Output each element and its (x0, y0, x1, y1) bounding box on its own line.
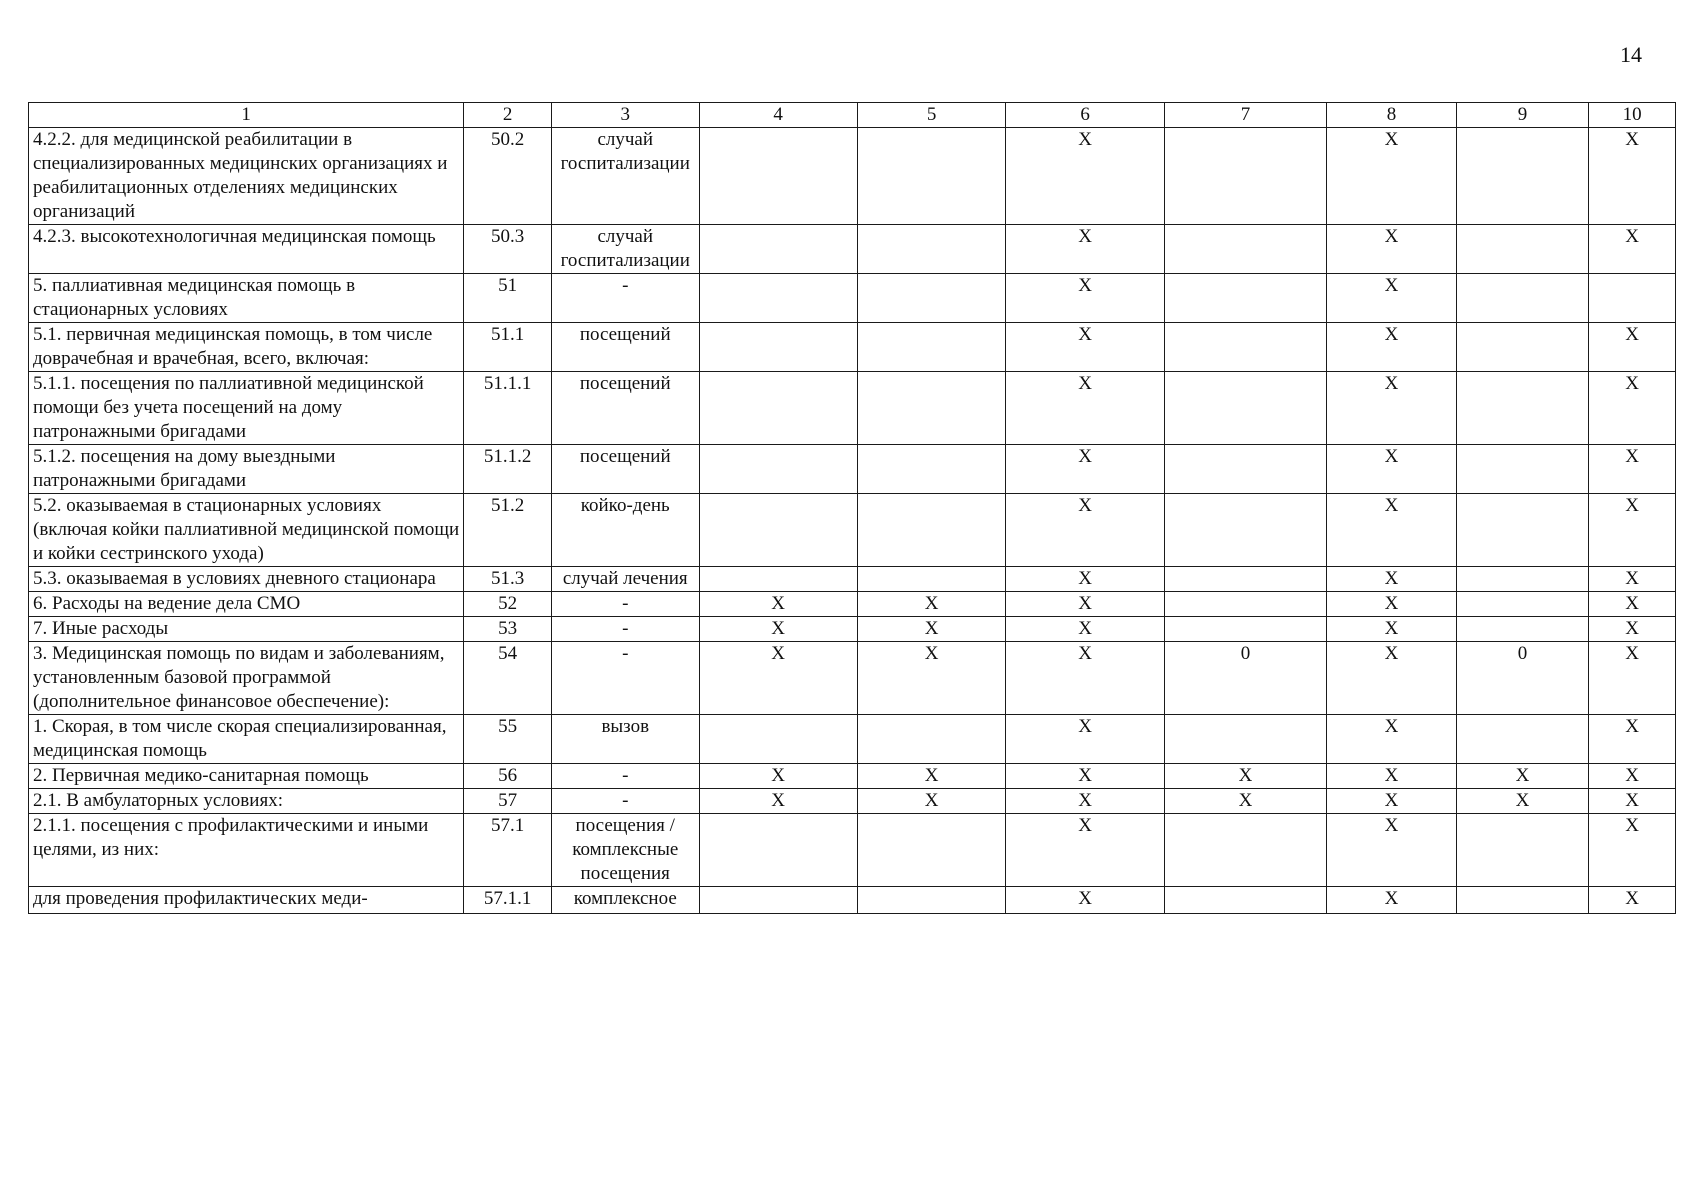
row-col4-cell (699, 887, 857, 914)
row-unit-cell: - (551, 617, 699, 642)
row-col7-cell (1164, 323, 1327, 372)
row-col8-cell: Х (1327, 592, 1456, 617)
row-col5-cell: Х (857, 592, 1006, 617)
row-col4-cell (699, 225, 857, 274)
row-code-cell: 50.2 (464, 128, 552, 225)
row-col5-cell (857, 814, 1006, 887)
row-col9-cell (1456, 128, 1589, 225)
row-code-cell: 56 (464, 764, 552, 789)
row-col8-cell: Х (1327, 128, 1456, 225)
row-col6-cell: Х (1006, 887, 1164, 914)
row-unit-cell: комплексное (551, 887, 699, 914)
col-header-9: 9 (1456, 103, 1589, 128)
row-col7-cell (1164, 445, 1327, 494)
col-header-10: 10 (1589, 103, 1676, 128)
row-name-cell: 2. Первичная медико-санитарная помощь (29, 764, 464, 789)
row-col7-cell (1164, 715, 1327, 764)
row-col7-cell (1164, 494, 1327, 567)
row-name-cell: для проведения профилактических меди- (29, 887, 464, 914)
row-col7-cell (1164, 128, 1327, 225)
row-col9-cell (1456, 567, 1589, 592)
row-unit-cell: случай лечения (551, 567, 699, 592)
table-row (29, 494, 1676, 567)
row-col6-cell: Х (1006, 764, 1164, 789)
row-code-cell: 50.3 (464, 225, 552, 274)
row-col7-cell (1164, 592, 1327, 617)
table-row (29, 372, 1676, 445)
row-col6-cell: Х (1006, 494, 1164, 567)
row-code-cell: 51.3 (464, 567, 552, 592)
row-name-cell: 5.2. оказываемая в стационарных условиях (включая койки паллиативной медицинской помощи и койки сестринского ухода) (29, 494, 464, 567)
row-code-cell: 57 (464, 789, 552, 814)
row-col5-cell (857, 323, 1006, 372)
table-row (29, 764, 1676, 789)
row-col8-cell: Х (1327, 567, 1456, 592)
row-col7-cell (1164, 617, 1327, 642)
row-col5-cell (857, 715, 1006, 764)
table-row (29, 225, 1676, 274)
row-col8-cell: Х (1327, 814, 1456, 887)
row-col6-cell: Х (1006, 372, 1164, 445)
row-col6-cell: Х (1006, 323, 1164, 372)
row-col5-cell (857, 445, 1006, 494)
col-header-7: 7 (1164, 103, 1327, 128)
row-col4-cell: Х (699, 617, 857, 642)
row-col10-cell: Х (1589, 814, 1676, 887)
row-col9-cell (1456, 494, 1589, 567)
row-code-cell: 53 (464, 617, 552, 642)
row-col7-cell: Х (1164, 764, 1327, 789)
row-col4-cell: Х (699, 642, 857, 715)
row-col5-cell (857, 372, 1006, 445)
row-col5-cell (857, 494, 1006, 567)
table-row (29, 887, 1676, 914)
table-row (29, 814, 1676, 887)
row-col6-cell: Х (1006, 592, 1164, 617)
row-col6-cell: Х (1006, 789, 1164, 814)
row-col4-cell (699, 372, 857, 445)
row-code-cell: 57.1 (464, 814, 552, 887)
row-col5-cell: Х (857, 642, 1006, 715)
row-name-cell: 3. Медицинская помощь по видам и заболеваниям, установленным базовой программой (дополнительное финансовое обеспечение): (29, 642, 464, 715)
row-col7-cell (1164, 225, 1327, 274)
row-code-cell: 52 (464, 592, 552, 617)
row-unit-cell: - (551, 789, 699, 814)
row-col5-cell (857, 128, 1006, 225)
row-col6-cell: Х (1006, 445, 1164, 494)
table-row (29, 445, 1676, 494)
row-code-cell: 51.1.2 (464, 445, 552, 494)
table-row (29, 789, 1676, 814)
row-unit-cell: - (551, 764, 699, 789)
row-col5-cell (857, 887, 1006, 914)
row-unit-cell: - (551, 274, 699, 323)
header-row (29, 103, 1676, 128)
table-row (29, 592, 1676, 617)
row-code-cell: 57.1.1 (464, 887, 552, 914)
row-unit-cell: посещения / комплексные посещения (551, 814, 699, 887)
col-header-6: 6 (1006, 103, 1164, 128)
row-col6-cell: Х (1006, 225, 1164, 274)
row-col6-cell: Х (1006, 567, 1164, 592)
row-code-cell: 55 (464, 715, 552, 764)
row-col4-cell: Х (699, 789, 857, 814)
row-name-cell: 5. паллиативная медицинская помощь в стационарных условиях (29, 274, 464, 323)
row-col4-cell (699, 323, 857, 372)
table-row (29, 715, 1676, 764)
row-unit-cell: вызов (551, 715, 699, 764)
col-header-4: 4 (699, 103, 857, 128)
row-col10-cell: Х (1589, 592, 1676, 617)
row-col8-cell: Х (1327, 789, 1456, 814)
row-code-cell: 51.1 (464, 323, 552, 372)
row-name-cell: 1. Скорая, в том числе скорая специализированная, медицинская помощь (29, 715, 464, 764)
row-col4-cell: Х (699, 592, 857, 617)
table-row (29, 128, 1676, 225)
row-col10-cell: Х (1589, 715, 1676, 764)
row-col7-cell (1164, 887, 1327, 914)
table-row (29, 274, 1676, 323)
row-unit-cell: случай госпитализации (551, 225, 699, 274)
row-unit-cell: - (551, 642, 699, 715)
row-col9-cell (1456, 372, 1589, 445)
row-col8-cell: Х (1327, 372, 1456, 445)
row-col8-cell: Х (1327, 274, 1456, 323)
row-name-cell: 4.2.3. высокотехнологичная медицинская помощь (29, 225, 464, 274)
row-col5-cell (857, 225, 1006, 274)
row-code-cell: 54 (464, 642, 552, 715)
row-col6-cell: Х (1006, 617, 1164, 642)
row-col4-cell (699, 814, 857, 887)
row-col4-cell (699, 445, 857, 494)
row-col8-cell: Х (1327, 617, 1456, 642)
row-col8-cell: Х (1327, 445, 1456, 494)
row-col7-cell: 0 (1164, 642, 1327, 715)
row-col9-cell: Х (1456, 789, 1589, 814)
row-col6-cell: Х (1006, 814, 1164, 887)
row-unit-cell: - (551, 592, 699, 617)
row-col6-cell: Х (1006, 715, 1164, 764)
row-code-cell: 51.1.1 (464, 372, 552, 445)
row-name-cell: 5.1. первичная медицинская помощь, в том числе доврачебная и врачебная, всего, включая: (29, 323, 464, 372)
row-name-cell: 7. Иные расходы (29, 617, 464, 642)
row-col4-cell (699, 128, 857, 225)
data-table (28, 102, 1676, 914)
row-col5-cell (857, 274, 1006, 323)
page-number: 14 (1620, 42, 1642, 67)
row-col7-cell (1164, 567, 1327, 592)
row-col4-cell (699, 567, 857, 592)
row-unit-cell: посещений (551, 372, 699, 445)
row-name-cell: 5.1.1. посещения по паллиативной медицинской помощи без учета посещений на дому патронажными бригадами (29, 372, 464, 445)
row-col4-cell (699, 494, 857, 567)
row-col10-cell: Х (1589, 225, 1676, 274)
row-unit-cell: койко-день (551, 494, 699, 567)
row-col8-cell: Х (1327, 494, 1456, 567)
row-col9-cell (1456, 445, 1589, 494)
table-row (29, 567, 1676, 592)
row-col4-cell (699, 715, 857, 764)
row-col8-cell: Х (1327, 715, 1456, 764)
table-row (29, 323, 1676, 372)
row-col7-cell (1164, 814, 1327, 887)
col-header-3: 3 (551, 103, 699, 128)
row-col8-cell: Х (1327, 764, 1456, 789)
row-col10-cell: Х (1589, 789, 1676, 814)
row-col10-cell: Х (1589, 617, 1676, 642)
row-name-cell: 2.1. В амбулаторных условиях: (29, 789, 464, 814)
row-name-cell: 2.1.1. посещения с профилактическими и иными целями, из них: (29, 814, 464, 887)
row-col10-cell: Х (1589, 567, 1676, 592)
row-name-cell: 6. Расходы на ведение дела СМО (29, 592, 464, 617)
row-col10-cell: Х (1589, 128, 1676, 225)
row-name-cell: 4.2.2. для медицинской реабилитации в специализированных медицинских организациях и реабилитационных отделениях медицинских организаций (29, 128, 464, 225)
row-col9-cell (1456, 592, 1589, 617)
row-col10-cell: Х (1589, 642, 1676, 715)
row-col9-cell (1456, 715, 1589, 764)
row-col9-cell: Х (1456, 764, 1589, 789)
row-col5-cell: Х (857, 617, 1006, 642)
row-unit-cell: случай госпитализации (551, 128, 699, 225)
row-col6-cell: Х (1006, 274, 1164, 323)
row-name-cell: 5.1.2. посещения на дому выездными патронажными бригадами (29, 445, 464, 494)
row-col7-cell: Х (1164, 789, 1327, 814)
row-col9-cell (1456, 887, 1589, 914)
row-col10-cell: Х (1589, 445, 1676, 494)
row-col10-cell: Х (1589, 887, 1676, 914)
row-col10-cell: Х (1589, 764, 1676, 789)
row-col5-cell: Х (857, 789, 1006, 814)
row-col8-cell: Х (1327, 225, 1456, 274)
row-col7-cell (1164, 274, 1327, 323)
row-col9-cell (1456, 274, 1589, 323)
row-col10-cell: Х (1589, 372, 1676, 445)
row-code-cell: 51 (464, 274, 552, 323)
row-unit-cell: посещений (551, 323, 699, 372)
row-col7-cell (1164, 372, 1327, 445)
row-col8-cell: Х (1327, 887, 1456, 914)
row-col10-cell: Х (1589, 494, 1676, 567)
row-col6-cell: Х (1006, 642, 1164, 715)
row-unit-cell: посещений (551, 445, 699, 494)
row-col6-cell: Х (1006, 128, 1164, 225)
row-col8-cell: Х (1327, 323, 1456, 372)
row-name-cell: 5.3. оказываемая в условиях дневного стационара (29, 567, 464, 592)
row-col10-cell (1589, 274, 1676, 323)
row-col4-cell (699, 274, 857, 323)
table-row (29, 617, 1676, 642)
row-col5-cell: Х (857, 764, 1006, 789)
row-col9-cell: 0 (1456, 642, 1589, 715)
row-col9-cell (1456, 814, 1589, 887)
col-header-5: 5 (857, 103, 1006, 128)
row-col8-cell: Х (1327, 642, 1456, 715)
row-col5-cell (857, 567, 1006, 592)
col-header-1: 1 (29, 103, 464, 128)
table-row (29, 642, 1676, 715)
row-code-cell: 51.2 (464, 494, 552, 567)
row-col9-cell (1456, 323, 1589, 372)
table-body (29, 128, 1676, 914)
col-header-2: 2 (464, 103, 552, 128)
col-header-8: 8 (1327, 103, 1456, 128)
row-col9-cell (1456, 225, 1589, 274)
row-col4-cell: Х (699, 764, 857, 789)
row-col10-cell: Х (1589, 323, 1676, 372)
row-col9-cell (1456, 617, 1589, 642)
